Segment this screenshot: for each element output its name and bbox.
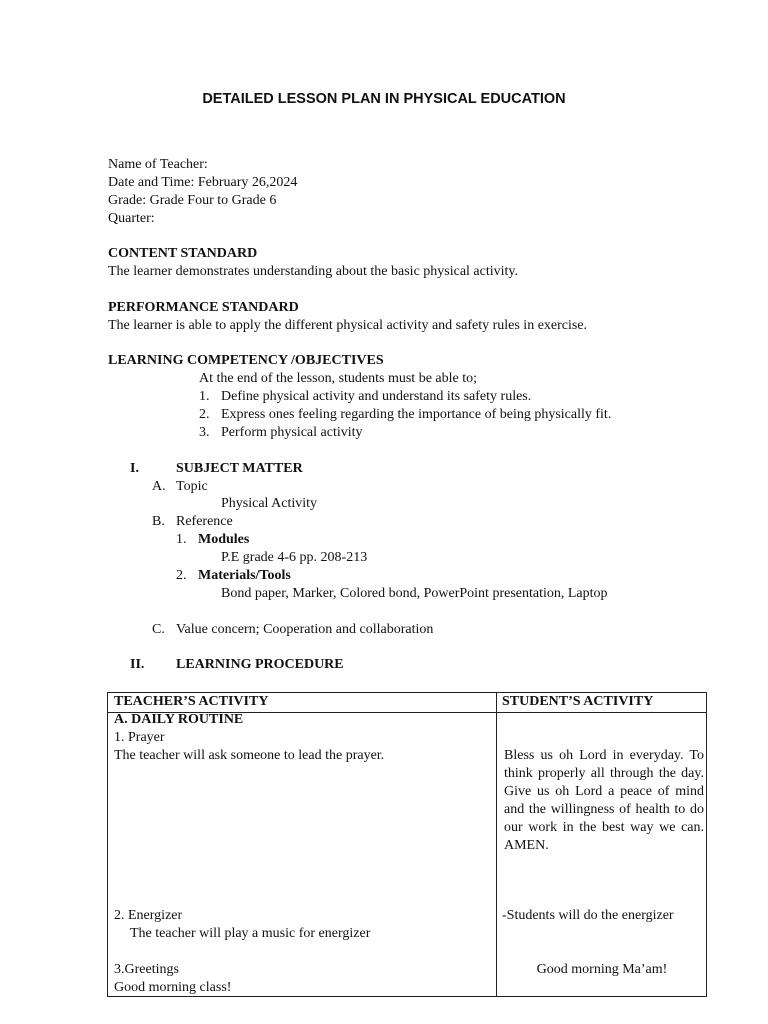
list-num: 2. <box>176 568 187 583</box>
prayer-teacher: The teacher will ask someone to lead the prayer. <box>114 748 385 763</box>
content-standard-heading: CONTENT STANDARD <box>108 246 258 261</box>
column-divider <box>496 693 497 996</box>
greetings-student: Good morning Ma’am! <box>536 962 668 977</box>
date-time-field: Date and Time: February 26,2024 <box>108 175 298 190</box>
reference-label: Reference <box>176 514 233 529</box>
section-number: I. <box>130 461 139 476</box>
objective-num: 3. <box>199 425 210 440</box>
performance-standard-heading: PERFORMANCE STANDARD <box>108 300 299 315</box>
list-letter: C. <box>152 622 165 637</box>
objectives-heading: LEARNING COMPETENCY /OBJECTIVES <box>108 353 384 368</box>
objective-text: Define physical activity and understand its safety rules. <box>221 389 532 404</box>
page-title: DETAILED LESSON PLAN IN PHYSICAL EDUCATION <box>202 91 566 107</box>
objective-num: 1. <box>199 389 210 404</box>
list-letter: B. <box>152 514 165 529</box>
procedure-table <box>107 692 707 997</box>
topic-label: Topic <box>176 479 208 494</box>
learning-procedure-heading: LEARNING PROCEDURE <box>176 657 344 672</box>
list-num: 1. <box>176 532 187 547</box>
subject-matter-heading: SUBJECT MATTER <box>176 461 303 476</box>
section-number: II. <box>130 657 145 672</box>
materials-label: Materials/Tools <box>198 568 291 583</box>
modules-label: Modules <box>198 532 250 547</box>
value-concern: Value concern; Cooperation and collaboration <box>176 622 434 637</box>
prayer-label: 1. Prayer <box>114 730 165 745</box>
greetings-label: 3.Greetings <box>114 962 179 977</box>
objective-text: Express ones feeling regarding the importance of being physically fit. <box>221 407 612 422</box>
greetings-teacher: Good morning class! <box>114 980 232 995</box>
table-header-teacher: TEACHER’S ACTIVITY <box>114 694 269 709</box>
objectives-intro: At the end of the lesson, students must be able to; <box>199 371 478 386</box>
modules-value: P.E grade 4-6 pp. 208-213 <box>221 550 368 565</box>
grade-field: Grade: Grade Four to Grade 6 <box>108 193 277 208</box>
objective-num: 2. <box>199 407 210 422</box>
energizer-student: -Students will do the energizer <box>502 908 674 923</box>
content-standard-text: The learner demonstrates understanding about the basic physical activity. <box>108 264 519 279</box>
energizer-label: 2. Energizer <box>114 908 183 923</box>
list-letter: A. <box>152 479 166 494</box>
performance-standard-text: The learner is able to apply the different physical activity and safety rules in exercise. <box>108 318 588 333</box>
daily-routine-heading: A. DAILY ROUTINE <box>114 712 244 727</box>
objective-text: Perform physical activity <box>221 425 363 440</box>
materials-value: Bond paper, Marker, Colored bond, PowerPoint presentation, Laptop <box>221 586 608 601</box>
quarter-field: Quarter: <box>108 211 155 226</box>
prayer-student: Bless us oh Lord in everyday. To think properly all through the day. Give us oh Lord a peace of mind and the willingness of health to do our work in the best way we can. AMEN. <box>504 748 704 853</box>
table-header-student: STUDENT’S ACTIVITY <box>502 694 654 709</box>
teacher-name-field: Name of Teacher: <box>108 157 208 172</box>
energizer-teacher: The teacher will play a music for energizer <box>130 926 371 941</box>
topic-value: Physical Activity <box>221 496 318 511</box>
